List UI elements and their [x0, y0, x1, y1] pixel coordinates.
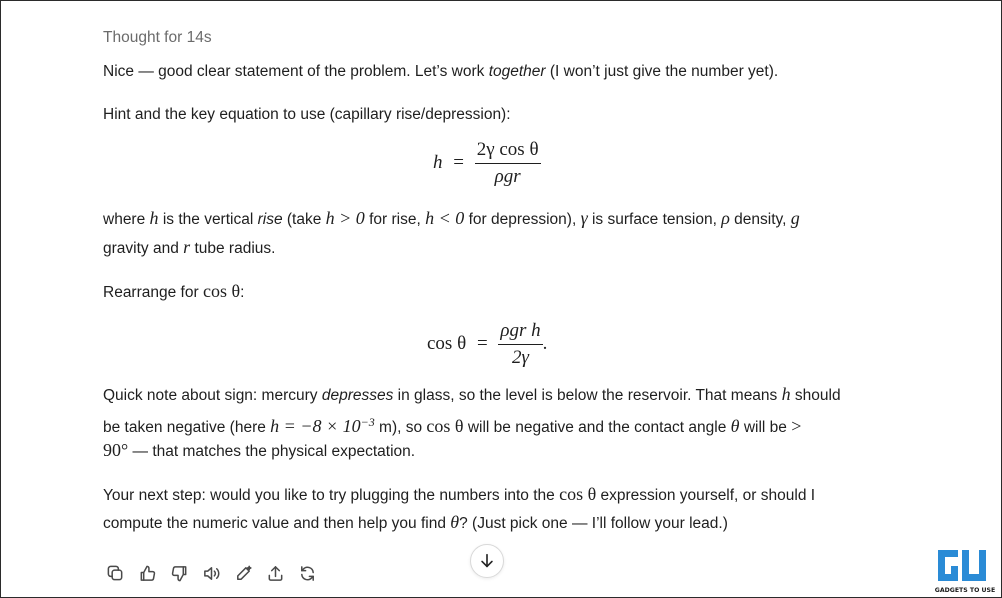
- text: for depression),: [464, 211, 581, 228]
- text: (take: [282, 211, 326, 228]
- equation-cos-theta: [427, 320, 547, 369]
- math-theta: θ: [730, 416, 740, 437]
- math-cos-theta: cos θ: [559, 484, 597, 504]
- text: in glass, so the level is below the reservoir. That means: [393, 387, 782, 404]
- equals-sign: =: [453, 151, 464, 173]
- edit-button[interactable]: [231, 562, 255, 584]
- fraction-numerator: 2γ cos θ: [475, 139, 541, 164]
- paragraph-intro: [103, 58, 853, 86]
- text: should: [790, 387, 841, 404]
- math-cos-theta: cos θ: [202, 281, 241, 301]
- emphasis-text: together: [488, 63, 546, 80]
- math-h-value: h = −8 × 10: [270, 416, 361, 437]
- paragraph-definitions-line2: [103, 233, 853, 263]
- thought-duration-label[interactable]: Thought for 14s: [103, 29, 212, 46]
- text: will be negative and the contact angle: [463, 419, 731, 437]
- regenerate-icon: [298, 564, 317, 583]
- text: for rise,: [364, 211, 426, 228]
- emphasis-text: depresses: [321, 387, 394, 404]
- share-button[interactable]: [263, 562, 287, 584]
- text: :: [240, 284, 245, 301]
- copy-icon: [106, 564, 125, 583]
- math-rho: ρ: [721, 208, 730, 228]
- text: Nice — good clear statement of the problem. Let’s work: [103, 63, 489, 80]
- math-ninety-degrees: 90°: [103, 440, 129, 460]
- text: Rearrange for: [103, 284, 203, 301]
- copy-button[interactable]: [103, 562, 127, 584]
- fraction-denominator: ρgr: [494, 166, 521, 187]
- math-r: r: [183, 237, 191, 257]
- fraction-numerator: ρgr h: [498, 320, 542, 345]
- text: m), so: [374, 419, 427, 437]
- text: ? (Just pick one — I’ll follow your lead.): [459, 515, 728, 532]
- thumbs-up-icon: [138, 564, 157, 583]
- math-g: g: [790, 208, 800, 228]
- equation-capillary-height: [433, 139, 541, 188]
- paragraph-sign-note-line3: [103, 436, 853, 466]
- paragraph-definitions-line1: [103, 204, 853, 234]
- math-h: h: [781, 384, 791, 404]
- thumbs-down-icon: [170, 564, 189, 583]
- paragraph-sign-note-line1: [103, 380, 853, 410]
- edit-icon: [234, 564, 253, 583]
- math-theta: θ: [450, 512, 460, 532]
- equation-lhs: cos θ: [427, 332, 467, 354]
- paragraph-next-step-line2: [103, 508, 853, 538]
- paragraph-next-step-line1: [103, 480, 853, 510]
- share-icon: [266, 564, 285, 583]
- emphasis-text: rise: [257, 211, 283, 228]
- gadgets-to-use-watermark-logo: [934, 544, 996, 594]
- equation-lhs: h: [433, 151, 443, 173]
- paragraph-hint: Hint and the key equation to use (capillary rise/depression):: [103, 106, 511, 123]
- good-response-button[interactable]: [135, 562, 159, 584]
- period: .: [542, 332, 548, 354]
- message-action-toolbar: [103, 562, 319, 584]
- paragraph-rearrange: [103, 277, 853, 307]
- math-greater-than: >: [791, 416, 802, 437]
- text: compute the numeric value and then help you find: [103, 515, 451, 532]
- scroll-to-bottom-button[interactable]: [470, 544, 504, 578]
- text: where: [103, 211, 150, 228]
- bad-response-button[interactable]: [167, 562, 191, 584]
- text: will be: [739, 419, 792, 437]
- arrow-down-icon: [478, 552, 496, 570]
- fraction-denominator: 2γ: [512, 347, 530, 368]
- text: expression yourself, or should I: [596, 487, 816, 504]
- equals-sign: =: [476, 332, 488, 354]
- math-cos-theta: cos θ: [426, 416, 464, 437]
- math-condition: h < 0: [425, 208, 465, 228]
- read-aloud-button[interactable]: [199, 562, 223, 584]
- read-aloud-icon: [202, 564, 221, 583]
- text: is the vertical: [158, 211, 258, 228]
- math-exponent: −3: [360, 415, 375, 429]
- text: tube radius.: [190, 240, 276, 257]
- svg-text:GADGETS TO USE: GADGETS TO USE: [934, 587, 996, 594]
- math-condition: h > 0: [325, 208, 365, 228]
- fraction: [498, 320, 542, 369]
- text: density,: [729, 211, 791, 228]
- text: be taken negative (here: [103, 419, 271, 437]
- fraction: [475, 139, 541, 188]
- text: Your next step: would you like to try plugging the numbers into the: [103, 487, 560, 504]
- text: is surface tension,: [587, 211, 722, 228]
- text: gravity and: [103, 240, 184, 257]
- text: — that matches the physical expectation.: [128, 443, 416, 460]
- regenerate-button[interactable]: [295, 562, 319, 584]
- math-gamma: γ: [580, 208, 588, 228]
- math-h: h: [149, 208, 159, 228]
- text: (I won’t just give the number yet).: [545, 63, 779, 80]
- text: Quick note about sign: mercury: [103, 387, 322, 404]
